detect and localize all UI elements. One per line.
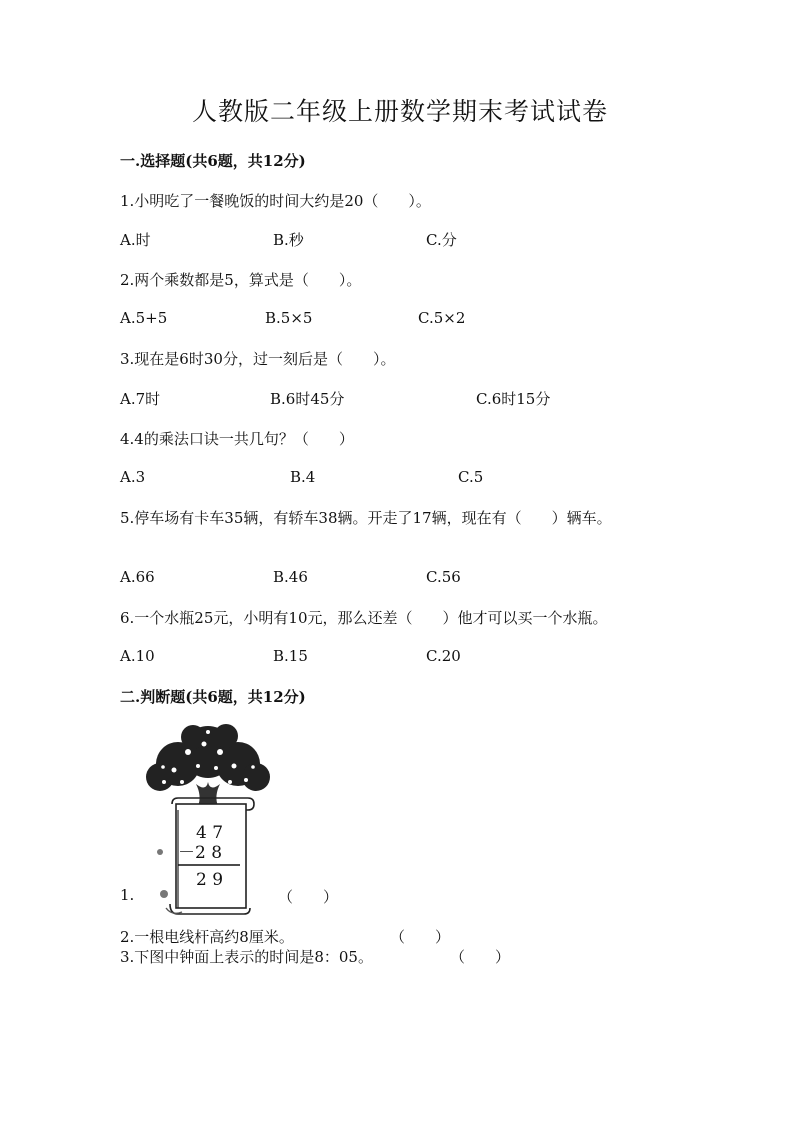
judge-item-1-number: 1. [120, 886, 135, 904]
question-1: 1.小明吃了一餐晚饭的时间大约是20（ ）。 [120, 192, 431, 210]
q1-option-b: B.秒 [273, 231, 304, 249]
q5-option-b: B.46 [273, 568, 308, 586]
section-heading-judgement: 二.判断题(共6题，共12分) [120, 688, 306, 706]
q2-option-a: A.5+5 [120, 309, 168, 327]
tree-scroll-subtraction-icon [138, 722, 278, 918]
q2-option-b: B.5×5 [265, 309, 313, 327]
question-6: 6.一个水瓶25元，小明有10元，那么还差（ ）他才可以买一个水瓶。 [120, 609, 608, 627]
question-3: 3.现在是6时30分，过一刻后是（ ）。 [120, 350, 396, 368]
section-heading-choice: 一.选择题(共6题，共12分) [120, 152, 306, 170]
judge-item-3-blank[interactable]: （ ） [450, 948, 511, 966]
figure-row-3: 2 9 [196, 870, 224, 890]
q3-option-b: B.6时45分 [270, 390, 345, 408]
q6-option-a: A.10 [120, 647, 155, 665]
q3-option-a: A.7时 [120, 390, 161, 408]
q3-option-c: C.6时15分 [476, 390, 551, 408]
figure-row-2: －2 8 [178, 843, 223, 863]
q4-option-b: B.4 [290, 468, 316, 486]
q1-option-a: A.时 [120, 231, 151, 249]
figure-row-1: 4 7 [196, 823, 224, 843]
q5-option-a: A.66 [120, 568, 155, 586]
page-title: 人教版二年级上册数学期末考试试卷 [191, 97, 608, 126]
q6-option-c: C.20 [426, 647, 461, 665]
q6-option-b: B.15 [273, 647, 308, 665]
judge-item-2: 2.一根电线杆高约8厘米。 [120, 928, 294, 946]
question-4: 4.4的乘法口诀一共几句？（ ） [120, 430, 354, 448]
question-5: 5.停车场有卡车35辆，有轿车38辆。开走了17辆，现在有（ ）辆车。 [120, 509, 612, 527]
q4-option-a: A.3 [120, 468, 146, 486]
question-2: 2.两个乘数都是5，算式是（ ）。 [120, 271, 362, 289]
q2-option-c: C.5×2 [418, 309, 466, 327]
judge-item-1-blank[interactable]: （ ） [278, 888, 339, 906]
q4-option-c: C.5 [458, 468, 484, 486]
judge-item-3: 3.下图中钟面上表示的时间是8：05。 [120, 948, 373, 966]
q1-option-c: C.分 [426, 231, 457, 249]
judge-item-2-blank[interactable]: （ ） [390, 928, 451, 946]
q5-option-c: C.56 [426, 568, 461, 586]
